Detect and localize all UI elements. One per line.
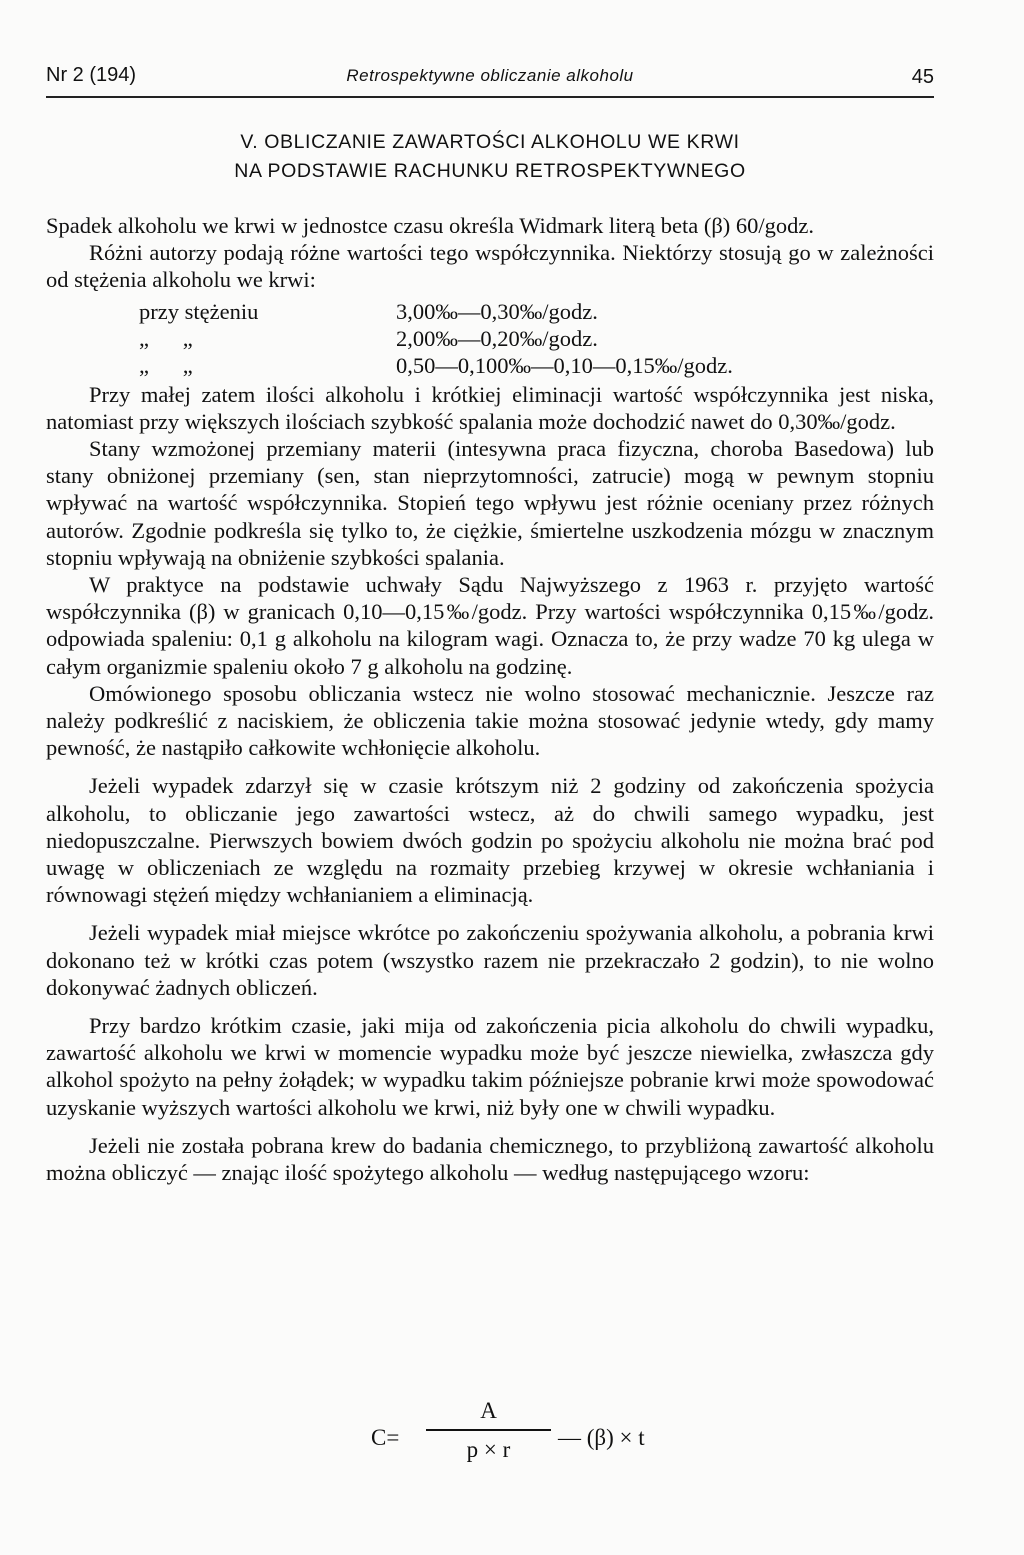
formula-lhs: C= <box>371 1425 400 1450</box>
formula-numerator: A <box>480 1398 497 1423</box>
section-title-line-1: V. OBLICZANIE ZAWARTOŚCI ALKOHOLU WE KRWI <box>240 131 740 153</box>
rate-row <box>46 352 934 379</box>
section-title-line-2: NA PODSTAWIE RACHUNKU RETROSPEKTYWNEGO <box>234 160 746 182</box>
paragraph: W praktyce na podstawie uchwały Sądu Najwyższego z 1963 r. przyjęto wartość współczynnika (β) w granicach 0,10—0,15‰/godz. Przy wartości współczynnika 0,15‰/godz. odpowiada spaleniu: 0,1 g alkoholu na kilogram wagi. Oznacza to, że przy wadze 70 kg ulega w całym organizmie spaleniu około 7 g alkoholu na godzinę. <box>46 572 934 679</box>
paragraph-intro-2: Różni autorzy podają różne wartości tego współczynnika. Niektórzy stosują go w zależności od stężenia alkoholu we krwi: <box>46 240 934 293</box>
formula-fraction <box>426 1395 551 1465</box>
running-header <box>46 64 934 94</box>
paragraph-intro-1: Spadek alkoholu we krwi w jednostce czasu określa Widmark literą beta (β) 60/godz. <box>46 213 815 238</box>
paragraph: Jeżeli wypadek zdarzył się w czasie krótszym niż 2 godziny od zakończenia spożycia alkoholu, to obliczanie jego zawartości wstecz, aż do chwili samego wypadku, jest niedopuszczalne. Pierwszych bowiem dwóch godzin po spożyciu alkoholu nie można brać pod uwagę w obliczeniach ze względu na rozmaity przebieg krzywej w okresie wchłaniania i równowagi stężeń między wchłanianiem a eliminacją. <box>46 773 934 908</box>
rate-row <box>46 298 934 325</box>
rate-value: 2,00‰—0,20‰/godz. <box>396 325 598 351</box>
body-text <box>46 212 934 1186</box>
paragraph: Jeżeli wypadek miał miejsce wkrótce po zakończeniu spożywania alkoholu, a pobrania krwi dokonano też w krótki czas potem (wszystko razem nie przekraczało 2 godzin), to nie wolno dokonywać żadnych obliczeń. <box>46 920 934 1000</box>
formula-rhs: — (β) × t <box>558 1425 645 1450</box>
page-number: 45 <box>911 66 934 88</box>
paragraph: Omówionego sposobu obliczania wstecz nie wolno stosować mechanicznie. Jeszcze raz należy podkreślić z naciskiem, że obliczenia takie można stosować jedynie wtedy, gdy mamy pewność, że nastąpiło całkowite wchłonięcie alkoholu. <box>46 680 934 761</box>
rate-value: 3,00‰—0,30‰/godz. <box>396 298 598 324</box>
section-title <box>46 128 934 186</box>
paragraph: Przy małej zatem ilości alkoholu i krótkiej eliminacji wartość współczynnika jest niska, natomiast przy większych ilościach szybkość spalania może dochodzić nawet do 0,30‰/godz. <box>46 381 934 434</box>
rate-row <box>46 325 934 352</box>
paragraph: Stany wzmożonej przemiany materii (intesywna praca fizyczna, choroba Basedowa) lub stany obniżonej przemiany (sen, stan nieprzytomności, zatrucie) mogą w pewnym stopniu wpływać na wartość współczynnika. Stopień tego wpływu jest różnie oceniany przez różnych autorów. Zgodnie podkreśla się tylko to, że ciężkie, śmiertelne uszkodzenia mózgu w znacznym stopniu wpływają na obniżenie szybkości spalania. <box>46 436 934 570</box>
rate-label: „ „ <box>139 325 193 351</box>
issue-number: Nr 2 (194) <box>46 64 137 86</box>
running-title: Retrospektywne obliczanie alkoholu <box>346 66 634 85</box>
paragraph: Przy bardzo krótkim czasie, jaki mija od zakończenia picia alkoholu do chwili wypadku, zawartość alkoholu we krwi w momencie wypadku może być jeszcze niewielka, zwłaszcza gdy alkohol spożyto na pełny żołądek; w wypadku takim późniejsze pobranie krwi może spowodować uzyskanie wyższych wartości alkoholu we krwi, niż były one w chwili wypadku. <box>46 1013 934 1120</box>
rate-value: 0,50—0,100‰—0,10—0,15‰/godz. <box>396 352 733 378</box>
paragraph: Jeżeli nie została pobrana krew do badania chemicznego, to przybliżoną zawartość alkoholu można obliczyć — znając ilość spożytego alkoholu — według następującego wzoru: <box>46 1132 934 1186</box>
rate-label: „ „ <box>139 352 193 378</box>
header-rule <box>46 96 934 98</box>
formula-denominator: p × r <box>466 1437 511 1462</box>
formula <box>46 1395 934 1485</box>
rate-label: przy stężeniu <box>139 298 259 324</box>
fraction-bar <box>426 1429 551 1431</box>
rates-list <box>46 298 934 379</box>
